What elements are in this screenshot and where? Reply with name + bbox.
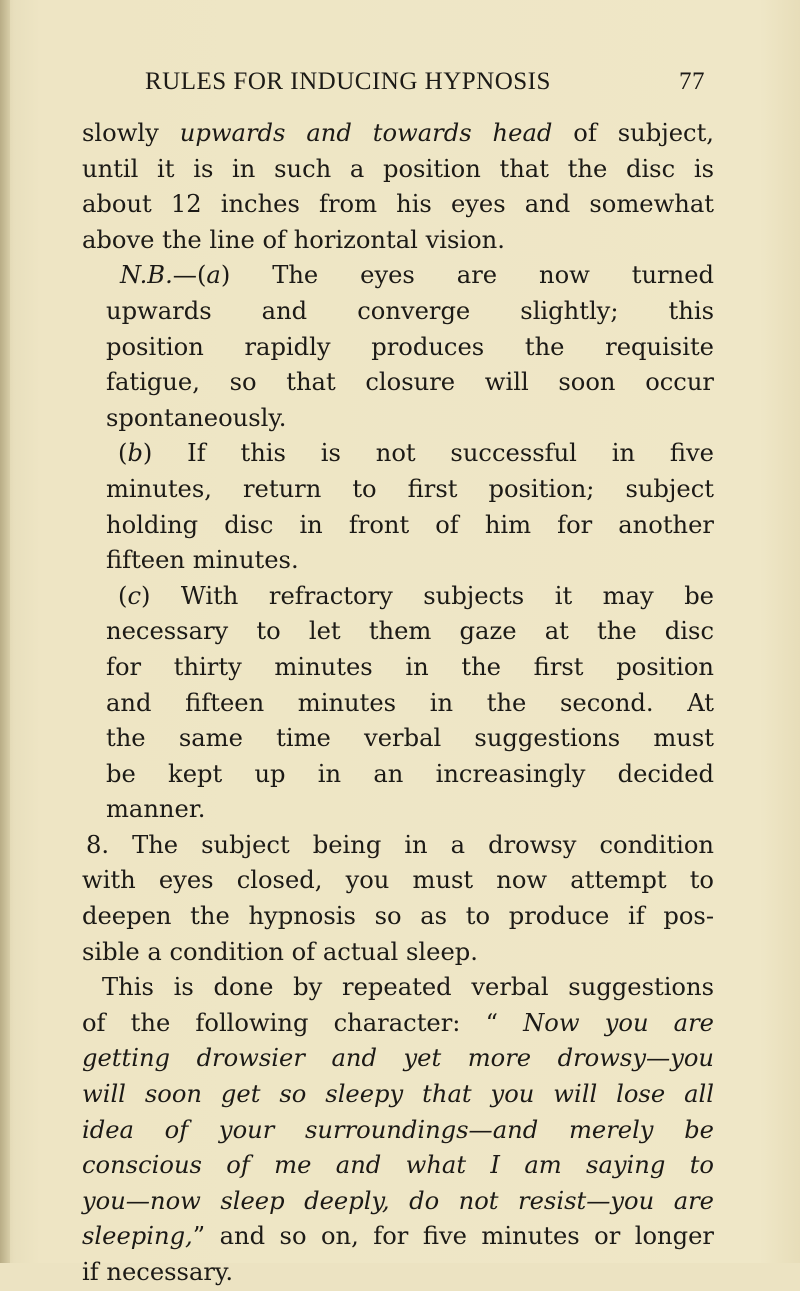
- text-line: conscious of me and what I am saying to: [82, 1151, 714, 1180]
- text-line: be kept up in an increasingly decided: [106, 759, 714, 788]
- running-header: [145, 68, 705, 96]
- text-line: sible a condition of actual sleep.: [82, 937, 478, 966]
- text-line: you—now sleep deeply, do not resist—you are: [82, 1186, 714, 1215]
- text-line: N.B.—(a) The eyes are now turned: [120, 261, 714, 290]
- text-line: upwards and converge slightly; this: [106, 296, 714, 325]
- text-line: This is done by repeated verbal suggestions: [102, 973, 714, 1002]
- text-line: holding disc in front of him for another: [106, 510, 714, 539]
- text-line: deepen the hypnosis so as to produce if pos-: [82, 902, 714, 931]
- text-line: with eyes closed, you must now attempt to: [82, 866, 714, 895]
- text-line: until it is in such a position that the disc is: [82, 154, 714, 183]
- text-line: minutes, return to first position; subject: [106, 474, 714, 503]
- text-line: above the line of horizontal vision.: [82, 225, 505, 254]
- body-text: [82, 116, 714, 1291]
- text-line: if necessary.: [82, 1258, 234, 1286]
- text-line: (c) With refractory subjects it may be: [118, 581, 714, 610]
- text-line: the same time verbal suggestions must: [106, 724, 714, 753]
- page-spine-shadow: [0, 0, 10, 1263]
- page-number: 77: [679, 68, 705, 95]
- text-line: 8. The subject being in a drowsy condition: [86, 830, 714, 859]
- text-line: and fifteen minutes in the second. At: [106, 688, 714, 717]
- text-line: fatigue, so that closure will soon occur: [106, 368, 714, 397]
- text-line: necessary to let them gaze at the disc: [106, 617, 714, 646]
- text-line: slowly upwards and towards head of subject,: [82, 119, 714, 147]
- text-line: will soon get so sleepy that you will lose all: [82, 1080, 714, 1109]
- text-line: (b) If this is not successful in five: [118, 439, 714, 468]
- text-line: position rapidly produces the requisite: [106, 332, 714, 361]
- text-line: getting drowsier and yet more drowsy—you: [82, 1044, 714, 1073]
- text-line: of the following character: “ Now you are: [82, 1008, 714, 1037]
- text-line: spontaneously.: [106, 403, 287, 432]
- text-line: sleeping,” and so on, for five minutes or longer: [82, 1222, 714, 1251]
- text-line: fifteen minutes.: [106, 546, 299, 575]
- text-line: idea of your surroundings—and merely be: [82, 1115, 714, 1144]
- running-title: RULES FOR INDUCING HYPNOSIS: [145, 68, 551, 95]
- text-line: for thirty minutes in the first position: [106, 652, 714, 681]
- text-line: about 12 inches from his eyes and somewhat: [82, 190, 714, 219]
- text-line: manner.: [106, 795, 206, 824]
